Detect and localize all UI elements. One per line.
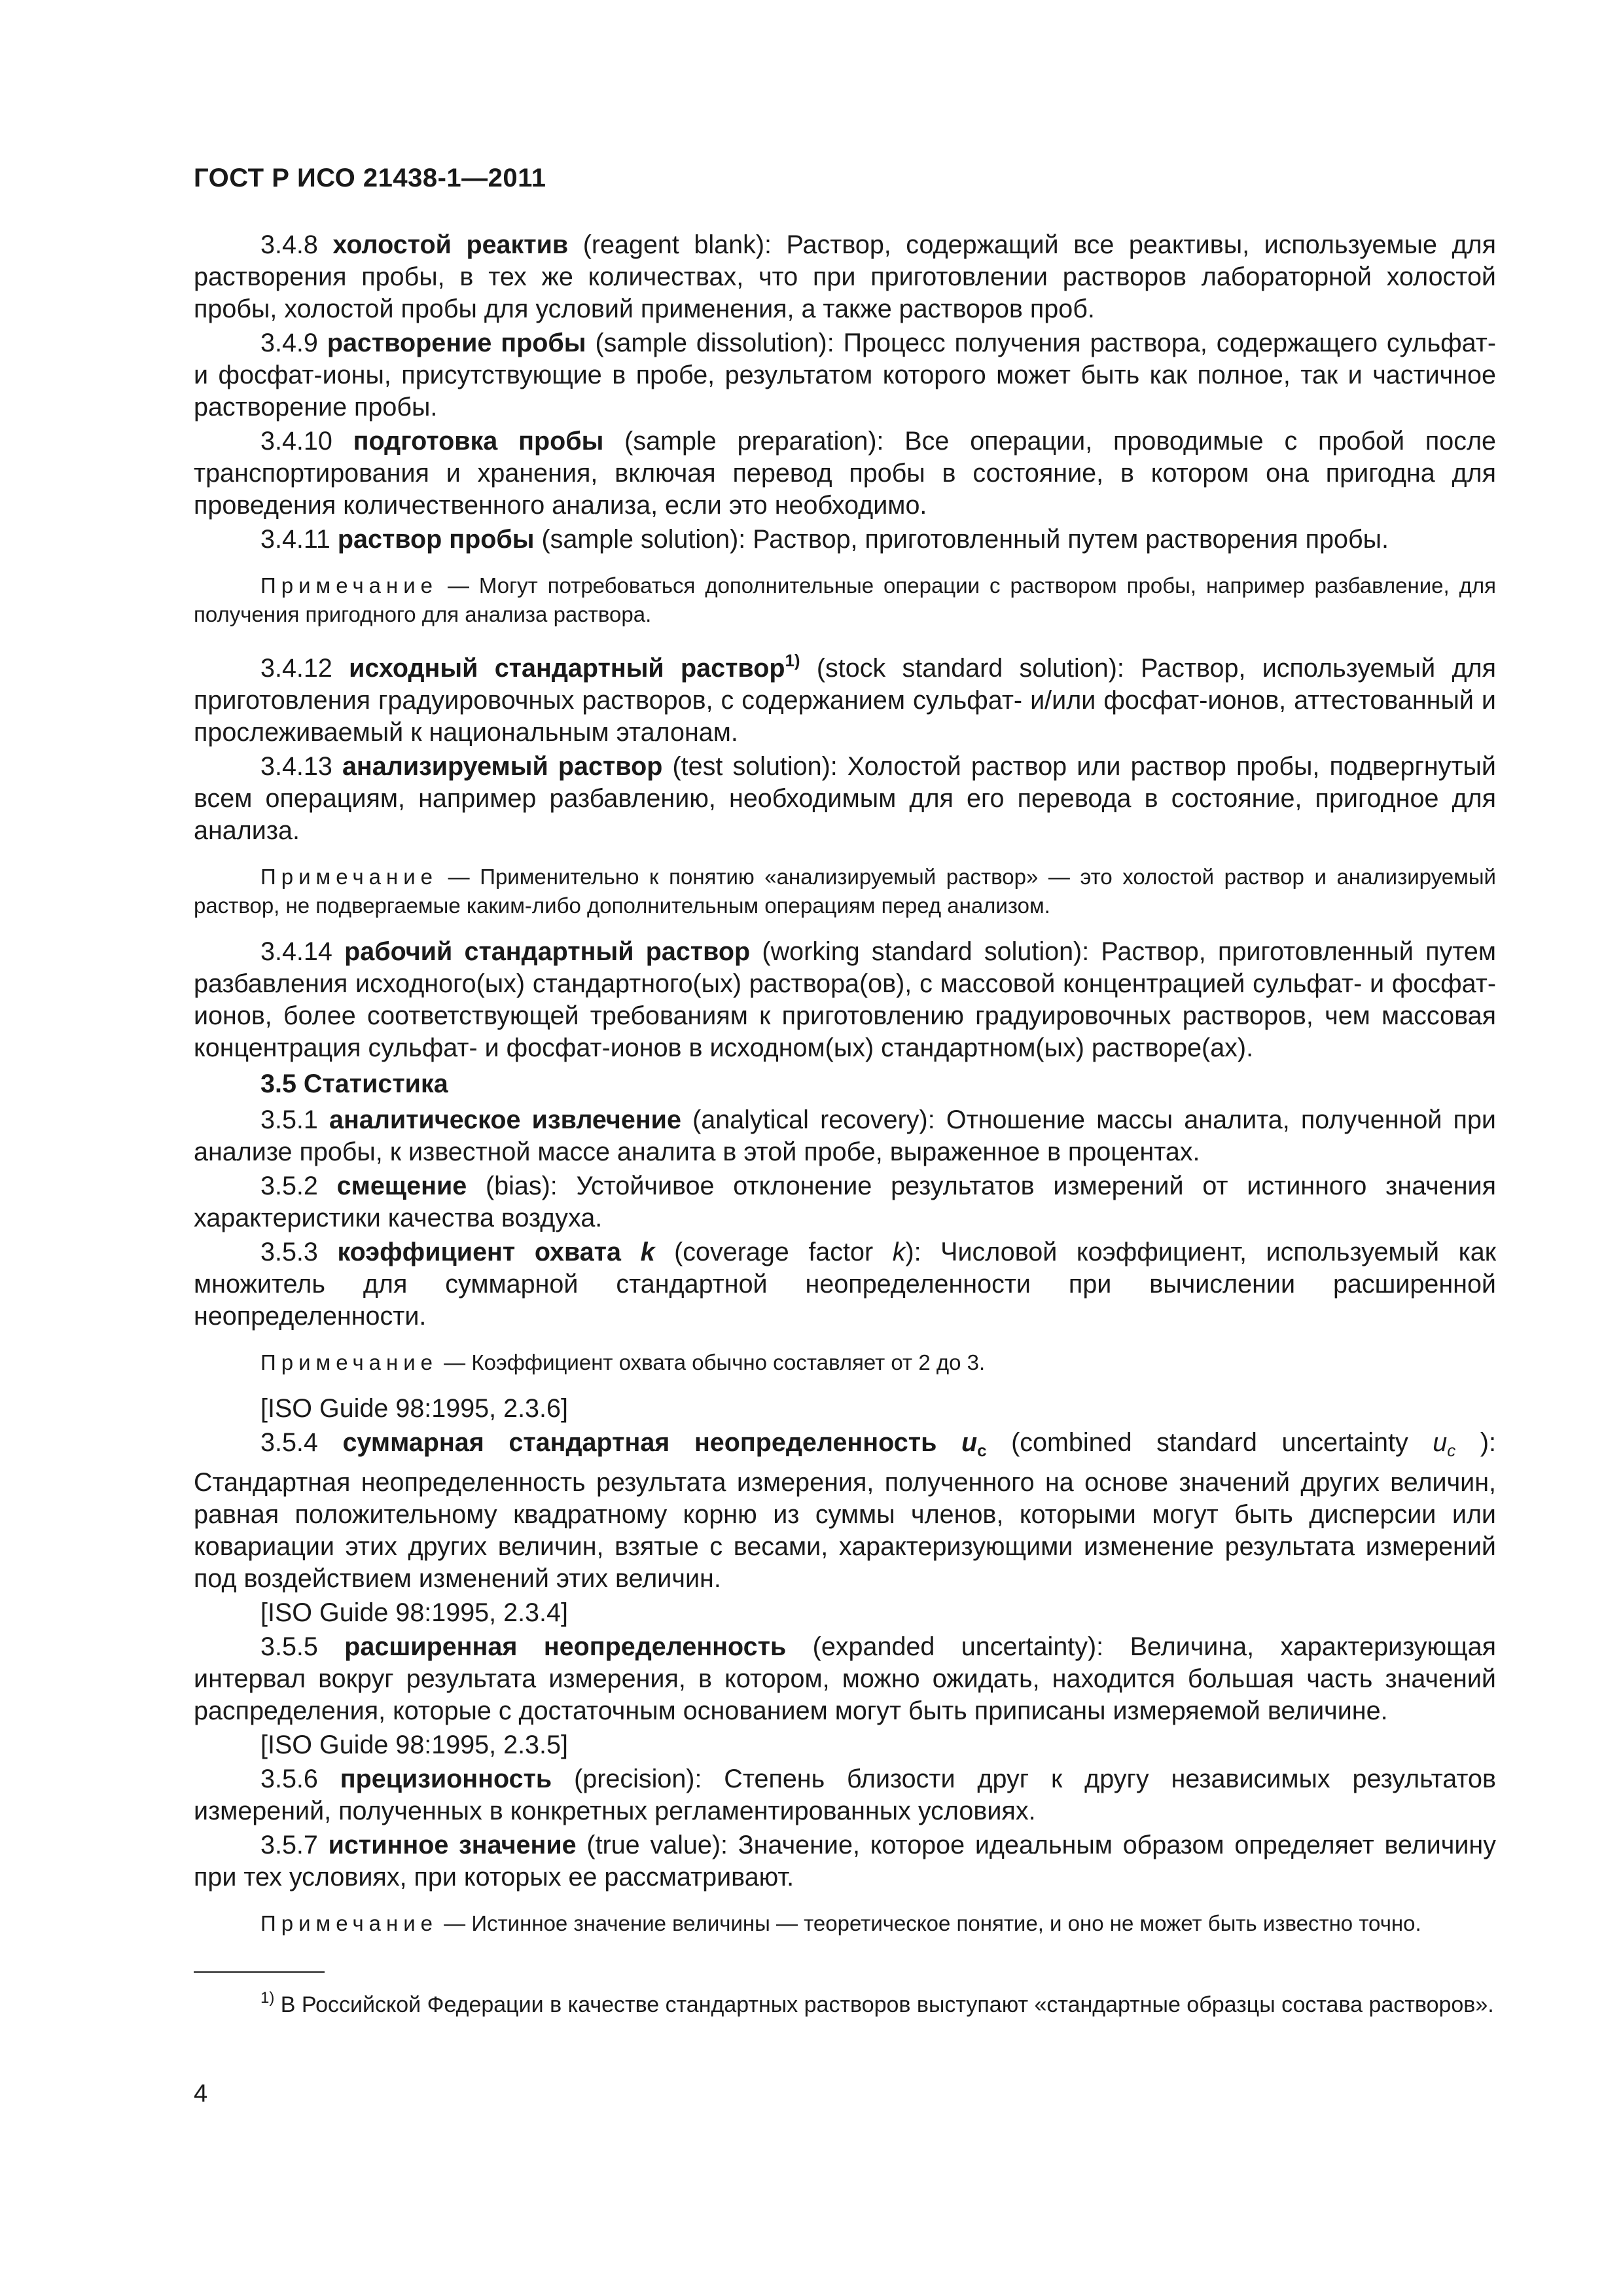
definition: (sample preparation): Все операции, проводимые с пробой после транспортирования и хранения, включая перевод пробы в состояние, в котором она пригодна для проведения количественного анализа, если это необходимо.	[194, 427, 1496, 520]
note-label: Примечание	[260, 865, 438, 889]
document-header: ГОСТ Р ИСО 21438-1—2011	[194, 164, 546, 192]
footnote	[194, 1983, 1496, 2020]
term-variable: k	[640, 1238, 655, 1266]
clause-number: 3.5.6	[260, 1765, 318, 1793]
term: исходный стандартный раствор	[349, 654, 785, 683]
term: подготовка пробы	[353, 427, 604, 456]
term: раствор пробы	[337, 525, 535, 554]
term: расширенная неопределенность	[344, 1632, 787, 1661]
term: прецизионность	[340, 1765, 552, 1793]
note-label: Примечание	[260, 573, 438, 598]
footnote-mark: 1)	[260, 1989, 275, 2007]
clause-3-5-2	[194, 1170, 1496, 1234]
clause-3-4-8	[194, 229, 1496, 325]
term: истинное значение	[328, 1831, 577, 1859]
clause-number: 3.5.7	[260, 1831, 318, 1859]
section-heading-3-5: 3.5 Статистика	[260, 1069, 448, 1098]
clause-number: 3.4.11	[260, 525, 330, 554]
definition: (precision): Степень близости друг к другу независимых результатов измерений, полученных в конкретных регламентированных условиях.	[194, 1765, 1497, 1825]
note-text: — Коэффициент охвата обычно составляет от 2 до 3.	[438, 1350, 986, 1374]
clause-number: 3.5.2	[260, 1172, 318, 1200]
term: растворение пробы	[327, 329, 586, 357]
clause-number: 3.5.3	[260, 1238, 318, 1266]
definition-part: (coverage factor	[654, 1238, 893, 1266]
clause-number: 3.4.13	[260, 752, 332, 781]
clause-number: 3.5.1	[260, 1105, 318, 1134]
page-number: 4	[194, 2080, 208, 2108]
clause-3-5-7	[194, 1829, 1496, 1893]
clause-number: 3.4.12	[260, 654, 332, 683]
term: коэффициент охвата	[337, 1238, 641, 1266]
term: смещение	[336, 1172, 467, 1200]
clause-3-4-12	[194, 645, 1496, 749]
clause-number: 3.4.9	[260, 329, 318, 357]
term: рабочий стандартный раствор	[344, 937, 751, 966]
document-body	[194, 229, 1496, 1954]
clause-3-4-14	[194, 936, 1496, 1064]
note-1	[194, 571, 1496, 629]
clause-3-5-5	[194, 1631, 1496, 1727]
definition: (working standard solution): Раствор, приготовленный путем разбавления исходного(ых) стандартного(ых) раствора(ов), с массовой концентрацией сульфат- и фосфат-ионов, более соответствующей требованиям к приготовлению градуировочных растворов, чем массовая концентрация сульфат- и фосфат-ионов в исходном(ых) стандартном(ых) растворе(ах).	[194, 937, 1496, 1062]
note-2	[194, 863, 1496, 920]
clause-number: 3.4.8	[260, 230, 318, 259]
clause-3-4-10	[194, 425, 1496, 522]
clause-number: 3.4.14	[260, 937, 332, 966]
definition: (expanded uncertainty): Величина, характеризующая интервал вокруг результата измерения, в котором, можно ожидать, находится большая часть значений распределения, которые с достаточным основанием могут быть приписаны измеряемой величине.	[194, 1632, 1497, 1725]
variable: u	[1433, 1428, 1448, 1457]
clause-number: 3.5.4	[260, 1428, 318, 1457]
footnote-text: В Российской Федерации в качестве стандартных растворов выступают «стандартные образцы состава растворов».	[274, 1992, 1494, 2017]
note-3	[194, 1348, 1496, 1377]
term-subscript: c	[977, 1441, 987, 1460]
variable: k	[892, 1238, 906, 1266]
clause-number: 3.5.5	[260, 1632, 318, 1661]
definition: (test solution): Холостой раствор или раствор пробы, подвергнутый всем операциям, например разбавлению, необходимым для его перевода в состояние, пригодное для анализа.	[194, 752, 1496, 845]
note-text: — Применительно к понятию «анализируемый раствор» — это холостой раствор и анализируемый раствор, не подвергаемые каким-либо дополнительным операциям перед анализом.	[194, 865, 1496, 918]
definition: (stock standard solution): Раствор, используемый для приготовления градуировочных растворов, с содержанием сульфат- и/или фосфат-ионов, аттестованный и прослеживаемый к национальным эталонам.	[194, 654, 1496, 747]
term: холостой реактив	[332, 230, 569, 259]
note-4	[194, 1909, 1496, 1938]
clause-number: 3.4.10	[260, 427, 332, 456]
note-text: — Могут потребоваться дополнительные операции с раствором пробы, например разбавление, для получения пригодного для анализа раствора.	[194, 573, 1496, 626]
clause-3-5-1	[194, 1104, 1496, 1168]
term: анализируемый раствор	[342, 752, 663, 781]
clause-3-4-9	[194, 327, 1496, 423]
clause-3-5-6	[194, 1763, 1496, 1827]
definition-part: (combined standard uncertainty	[986, 1428, 1433, 1457]
definition: ): Числовой коэффициент, используемый как множитель для суммарной стандартной неопределенности при вычислении расширенной неопределенности.	[194, 1238, 1497, 1331]
term: аналитическое извлечение	[329, 1105, 681, 1134]
note-label: Примечание	[260, 1911, 438, 1935]
definition: (true value): Значение, которое идеальным образом определяет величину при тех условиях, при которых ее рассматривают.	[194, 1831, 1496, 1892]
reference-2: [ISO Guide 98:1995, 2.3.4]	[260, 1598, 568, 1627]
note-text: — Истинное значение величины — теоретическое понятие, и оно не может быть известно точно.	[438, 1911, 1421, 1935]
footnote-divider	[194, 1971, 325, 1973]
clause-3-5-3	[194, 1236, 1496, 1333]
reference-3: [ISO Guide 98:1995, 2.3.5]	[260, 1731, 568, 1759]
note-label: Примечание	[260, 1350, 438, 1374]
reference-1: [ISO Guide 98:1995, 2.3.6]	[260, 1394, 568, 1423]
definition: (analytical recovery): Отношение массы аналита, полученной при анализе пробы, к известной массе аналита в этой пробе, выраженное в процентах.	[194, 1105, 1496, 1166]
term-variable: u	[961, 1428, 978, 1457]
term: суммарная стандартная неопределенность	[342, 1428, 961, 1457]
definition: (sample dissolution): Процесс получения раствора, содержащего сульфат- и фосфат-ионы, присутствующие в пробе, результатом которого может быть как полное, так и частичное растворение пробы.	[194, 329, 1496, 422]
definition: (bias): Устойчивое отклонение результатов измерений от истинного значения характеристики качества воздуха.	[194, 1172, 1496, 1232]
footnote-ref: 1)	[785, 651, 800, 670]
subscript: c	[1447, 1441, 1456, 1460]
definition: ): Стандартная неопределенность результата измерения, полученного на основе значений других величин, равная положительному квадратному корню из суммы членов, которыми могут быть дисперсии или ковариации этих других величин, взятые с весами, характеризующими изменение результата измерений под воздействием изменений этих величин.	[194, 1428, 1496, 1593]
clause-3-4-13	[194, 751, 1496, 847]
definition: (reagent blank): Раствор, содержащий все реактивы, используемые для растворения пробы, в тех же количествах, что при приготовлении растворов лабораторной холостой пробы, холостой пробы для условий применения, а также растворов проб.	[194, 230, 1496, 323]
definition: (sample solution): Раствор, приготовленный путем растворения пробы.	[534, 525, 1389, 554]
clause-3-4-11	[194, 524, 1496, 556]
clause-3-5-4	[194, 1427, 1496, 1595]
